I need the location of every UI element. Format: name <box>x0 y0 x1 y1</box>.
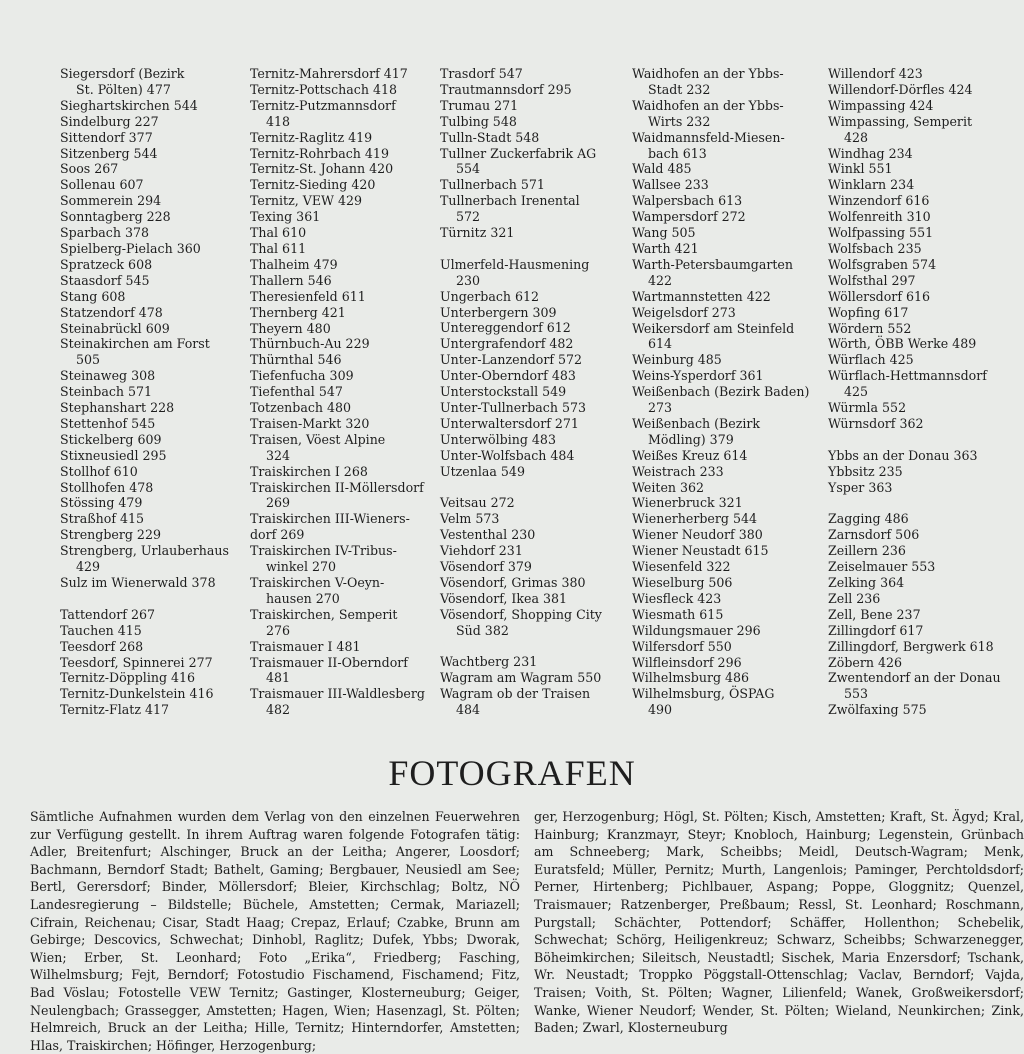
index-entry: Ternitz, VEW 429 <box>250 193 363 209</box>
index-entry: Stang 608 <box>60 288 126 304</box>
index-entry: Ternitz-Raglitz 419 <box>250 129 373 145</box>
index-entry: Teesdorf, Spinnerei 277 <box>60 654 213 670</box>
index-entry: Unter-Tullnerbach 573 <box>440 400 586 416</box>
index-entry: Thürnthal 546 <box>250 352 342 368</box>
index-entry: Wolfsthal 297 <box>828 272 916 288</box>
index-entry: Trasdorf 547 <box>440 66 523 81</box>
index-entry: Untergrafendorf 482 <box>440 336 574 352</box>
index-entry: Wiener Neustadt 615 <box>632 543 769 559</box>
index-entry: Würflach 425 <box>828 352 914 368</box>
index-entry: Warth-Petersbaumgarten <box>632 256 793 272</box>
index-entry: Thernberg 421 <box>250 304 346 320</box>
index-entry-continuation: 428 <box>844 129 869 145</box>
index-entry: Velm 573 <box>440 511 500 527</box>
index-entry: Ternitz-Putzmannsdorf <box>250 97 396 113</box>
index-entry-continuation: Wirts 232 <box>648 113 711 129</box>
index-entry: Ybbs an der Donau 363 <box>828 447 978 463</box>
index-entry: Wieselburg 506 <box>632 575 733 590</box>
index-entry: Weißenbach (Bezirk <box>632 415 761 431</box>
index-entry: Willendorf 423 <box>828 66 923 81</box>
index-entry: Sparbach 378 <box>60 225 149 241</box>
index-entry: Strengberg 229 <box>60 527 161 543</box>
index-entry: Stollhof 610 <box>60 463 138 479</box>
index-entry: Winzendorf 616 <box>828 193 930 209</box>
index-entry-continuation: 230 <box>456 272 481 288</box>
index-entry-continuation: hausen 270 <box>266 590 340 606</box>
index-entry: Wilhelmsburg, ÖSPAG <box>632 686 775 702</box>
index-entry: Sitzenberg 544 <box>60 145 158 161</box>
index-entry: Wald 485 <box>632 161 692 177</box>
index-entry: Tiefenthal 547 <box>250 384 343 400</box>
section-heading: FOTOGRAFEN <box>388 753 636 793</box>
index-entry: Weikersdorf am Steinfeld <box>632 320 795 336</box>
index-entry: Ternitz-Sieding 420 <box>250 177 376 193</box>
index-entry: Zöbern 426 <box>828 654 903 670</box>
index-column-2 <box>250 66 435 718</box>
index-entry: Wilfleinsdorf 296 <box>632 654 742 670</box>
index-entry: Steinaweg 308 <box>60 368 156 384</box>
index-entry: Ternitz-Flatz 417 <box>60 702 169 718</box>
index-entry: Würflach-Hettmannsdorf <box>828 368 987 384</box>
index-entry: Vösendorf, Ikea 381 <box>440 590 568 606</box>
index-entry: Ternitz-Pottschach 418 <box>250 81 397 97</box>
index-entry-continuation: 553 <box>844 686 869 702</box>
index-entry: Zillingdorf, Bergwerk 618 <box>828 638 994 654</box>
index-entry: Thal 611 <box>250 240 307 256</box>
index-entry: Würmla 552 <box>828 400 907 416</box>
index-entry: Zeillern 236 <box>828 543 906 559</box>
index-entry: Unter-Oberndorf 483 <box>440 368 576 384</box>
index-entry: Wang 505 <box>632 225 696 241</box>
index-entry: Vösendorf, Grimas 380 <box>440 574 586 590</box>
index-entry: Untereggendorf 612 <box>440 320 571 336</box>
index-entry: Wolfsbach 235 <box>828 240 922 256</box>
index-entry: Soos 267 <box>60 161 119 177</box>
index-entry: Zell 236 <box>828 590 881 606</box>
index-entry: Winkl 551 <box>828 161 893 177</box>
index-entry: Türnitz 321 <box>440 225 515 241</box>
index-entry: Trautmannsdorf 295 <box>440 81 572 97</box>
index-entry: Unterwaltersdorf 271 <box>440 415 579 431</box>
index-entry: Ulmerfeld-Hausmening <box>440 256 590 272</box>
index-entry: Thallern 546 <box>250 272 332 288</box>
index-entry: Traisen-Markt 320 <box>250 415 370 431</box>
index-entry-continuation: 276 <box>266 622 291 638</box>
index-entry: Wolfpassing 551 <box>828 225 934 241</box>
index-entry-continuation: 425 <box>844 384 869 400</box>
index-entry: Tulbing 548 <box>440 113 517 129</box>
index-entry: Traismauer III-Waldlesberg <box>250 686 425 702</box>
index-entry: Warth 421 <box>632 240 699 256</box>
index-entry-continuation: 572 <box>456 209 481 225</box>
index-entry: Ternitz-Rohrbach 419 <box>250 145 389 161</box>
index-entry: Zillingdorf 617 <box>828 622 924 638</box>
index-entry: Sulz im Wienerwald 378 <box>60 575 216 590</box>
index-entry: Unter-Wolfsbach 484 <box>440 447 575 463</box>
index-entry-continuation: bach 613 <box>648 145 707 161</box>
index-entry-continuation: 484 <box>456 702 481 718</box>
index-group-gap <box>440 480 628 496</box>
index-entry: Wiener Neudorf 380 <box>632 527 763 543</box>
index-entry: Unterstockstall 549 <box>440 384 567 400</box>
index-entry: Zagging 486 <box>828 511 909 527</box>
index-entry: Traisen, Vöest Alpine <box>250 431 386 447</box>
index-entry: Wagram ob der Traisen <box>440 686 591 702</box>
index-entry-continuation: 324 <box>266 447 291 463</box>
index-entry: Tiefenfucha 309 <box>250 368 354 384</box>
index-entry: Wiesmath 615 <box>632 606 724 622</box>
index-entry: Weistrach 233 <box>632 463 724 479</box>
index-entry: Zelking 364 <box>828 574 905 590</box>
index-column-5 <box>828 66 1020 718</box>
index-entry: Wimpassing, Semperit <box>828 113 973 129</box>
index-entry: Wienerherberg 544 <box>632 511 758 527</box>
index-group-gap <box>440 639 628 655</box>
index-entry: Traiskirchen IV-Tribus- <box>250 543 397 559</box>
index-entry: Wagram am Wagram 550 <box>440 670 602 686</box>
index-entry: Wachtberg 231 <box>440 654 538 670</box>
index-entry: Wolfenreith 310 <box>828 209 931 225</box>
index-entry: Vösendorf, Shopping City <box>440 606 602 622</box>
index-entry-continuation: Mödling) 379 <box>648 431 734 447</box>
index-entry: Traismauer II-Oberndorf <box>250 654 408 670</box>
index-entry-continuation: winkel 270 <box>266 559 337 575</box>
index-entry: Weiten 362 <box>632 479 705 495</box>
index-entry: Totzenbach 480 <box>250 400 352 416</box>
index-entry: Winklarn 234 <box>828 177 915 193</box>
index-entry: Stickelberg 609 <box>60 431 162 447</box>
index-entry: Willendorf-Dörfles 424 <box>828 81 973 97</box>
index-entry: Stephanshart 228 <box>60 400 175 416</box>
index-entry: dorf 269 <box>250 527 305 543</box>
index-entry: Utzenlaa 549 <box>440 463 525 479</box>
index-entry: Steinakirchen am Forst <box>60 336 210 352</box>
index-entry: Straßhof 415 <box>60 511 145 527</box>
index-group-gap <box>440 241 628 257</box>
index-entry: Sollenau 607 <box>60 177 144 193</box>
index-entry-continuation: 481 <box>266 670 291 686</box>
index-entry: Windhag 234 <box>828 145 913 161</box>
index-entry: Tullner Zuckerfabrik AG <box>440 145 597 161</box>
index-entry: Siegersdorf (Bezirk <box>60 66 185 81</box>
index-entry-continuation: 429 <box>76 559 101 575</box>
index-entry-continuation: 490 <box>648 702 673 718</box>
index-entry: Traiskirchen, Semperit <box>250 606 398 622</box>
index-entry: Wiesenfeld 322 <box>632 559 731 575</box>
index-entry: Zell, Bene 237 <box>828 606 921 622</box>
index-entry: Walpersbach 613 <box>632 193 743 209</box>
index-entry: Tattendorf 267 <box>60 606 155 622</box>
index-entry: Traiskirchen II-Möllersdorf <box>250 479 424 495</box>
index-entry: Sittendorf 377 <box>60 129 153 145</box>
index-entry: Thal 610 <box>250 225 307 241</box>
index-entry: Sindelburg 227 <box>60 113 159 129</box>
index-entry: Wöllersdorf 616 <box>828 288 931 304</box>
index-entry: Waidhofen an der Ybbs- <box>632 66 784 81</box>
index-entry: Wördern 552 <box>828 320 912 336</box>
index-entry: Steinabrückl 609 <box>60 320 170 336</box>
index-entry-continuation: 422 <box>648 272 673 288</box>
index-entry: Wopfing 617 <box>828 304 909 320</box>
index-entry: Theresienfeld 611 <box>250 288 366 304</box>
index-entry: Steinbach 571 <box>60 384 153 400</box>
index-entry: Zwentendorf an der Donau <box>828 670 1001 686</box>
index-entry: Strengberg, Urlauberhaus <box>60 543 229 559</box>
index-entry: Ternitz-Döppling 416 <box>60 670 196 686</box>
index-column-3 <box>440 66 628 718</box>
index-entry: Unterbergern 309 <box>440 304 557 320</box>
index-entry: Weinburg 485 <box>632 352 722 368</box>
index-group-gap <box>60 591 245 607</box>
index-entry: Sieghartskirchen 544 <box>60 97 198 113</box>
index-entry: Weißenbach (Bezirk Baden) <box>632 384 810 400</box>
index-column-4 <box>632 66 824 718</box>
index-entry: Viehdorf 231 <box>440 543 523 559</box>
index-entry: Stössing 479 <box>60 495 143 511</box>
index-entry: Weigelsdorf 273 <box>632 304 736 320</box>
index-entry: Stixneusiedl 295 <box>60 447 167 463</box>
index-entry-continuation: St. Pölten) 477 <box>76 81 171 97</box>
index-entry: Wörth, ÖBB Werke 489 <box>828 336 977 352</box>
index-entry: Texing 361 <box>250 209 321 225</box>
index-entry: Thalheim 479 <box>250 256 338 272</box>
index-group-gap <box>828 495 1020 511</box>
index-entry: Sommerein 294 <box>60 193 162 209</box>
index-entry: Traiskirchen III-Wieners- <box>250 511 410 527</box>
index-entry: Thürnbuch-Au 229 <box>250 336 370 352</box>
index-entry-continuation: 482 <box>266 702 291 718</box>
index-entry: Veitsau 272 <box>440 495 515 511</box>
index-entry-continuation: 614 <box>648 336 673 352</box>
index-entry: Weißes Kreuz 614 <box>632 447 748 463</box>
index-entry: Theyern 480 <box>250 320 331 336</box>
index-entry: Wilhelmsburg 486 <box>632 670 750 686</box>
index-entry-continuation: Süd 382 <box>456 622 509 638</box>
index-entry: Trumau 271 <box>440 97 519 113</box>
index-entry: Ternitz-St. Johann 420 <box>250 161 394 177</box>
index-entry: Stollhofen 478 <box>60 479 154 495</box>
index-entry: Ybbsitz 235 <box>828 463 903 479</box>
index-entry: Stettenhof 545 <box>60 415 156 431</box>
index-entry: Spielberg-Pielach 360 <box>60 240 201 256</box>
index-entry: Unter-Lanzendorf 572 <box>440 352 583 368</box>
index-entry: Vestenthal 230 <box>440 527 536 543</box>
index-entry-continuation: Stadt 232 <box>648 81 711 97</box>
index-entry: Tauchen 415 <box>60 622 142 638</box>
index-entry: Wiesfleck 423 <box>632 590 722 606</box>
index-entry: Unterwölbing 483 <box>440 431 556 447</box>
index-entry: Wimpassing 424 <box>828 97 934 113</box>
index-entry: Wartmannstetten 422 <box>632 288 771 304</box>
index-entry: Traiskirchen V-Oeyn- <box>250 575 385 590</box>
index-entry: Traiskirchen I 268 <box>250 463 368 479</box>
index-entry-continuation: 554 <box>456 161 481 177</box>
index-entry: Sonntagberg 228 <box>60 209 171 225</box>
index-entry: Tullnerbach Irenental <box>440 193 580 209</box>
index-entry: Zarnsdorf 506 <box>828 527 920 543</box>
index-entry: Zeiselmauer 553 <box>828 559 936 575</box>
index-entry: Wolfsgraben 574 <box>828 256 937 272</box>
index-entry: Würnsdorf 362 <box>828 415 924 431</box>
index-group-gap <box>828 432 1020 448</box>
index-entry: Traismauer I 481 <box>250 638 361 654</box>
index-entry: Wildungsmauer 296 <box>632 622 761 638</box>
index-entry: Tullnerbach 571 <box>440 177 545 193</box>
photographers-text-left: Sämtliche Aufnahmen wurden dem Verlag von den einzelnen Feuerwehren zur Verfügung gestellt. In ihrem Auftrag waren folgende Fotografen tätig: Adler, Breitenfurt; Alschinger, Bruck an der Leitha; Angerer, Loosdorf; Bachmann, Berndorf Stadt; Bathelt, Gaming; Bergbauer, Neusiedl am See; Bertl, Gerersdorf; Binder, Möllersdorf; Bleier, Kirchschlag; Boltz, NÖ Landesregierung – Bildstelle; Büchele, Amstetten; Cermak, Mariazell; Cifrain, Reichenau; Cisar, Stadt Haag; Crepaz, Erlauf; Czabke, Brunn am Gebirge; Descovics, Schwechat; Dinhobl, Raglitz; Dufek, Ybbs; Dworak, Wien; Erber, St. Leonhard; Foto „Erika“, Friedberg; Fasching, Wilhelmsburg; Fejt, Berndorf; Fotostudio Fischamend, Fischamend; Fitz, Bad Vöslau; Fotostelle VEW Ternitz; Gastinger, Klosterneuburg; Geiger, Neulengbach; Grassegger, Amstetten; Hagen, Wien; Hasenzagl, St. Pölten; Helmreich, Bruck an der Leitha; Hille, Ternitz; Hinterndorfer, Amstetten; Hlas, Traiskirchen; Höfinger, Herzogenburg; <box>30 809 520 1053</box>
index-entry: Staasdorf 545 <box>60 272 150 288</box>
index-entry: Teesdorf 268 <box>60 638 144 654</box>
photographers-text-right: ger, Herzogenburg; Högl, St. Pölten; Kisch, Amstetten; Kraft, St. Ägyd; Kral, Hainburg; Kranzmayr, Steyr; Knobloch, Hainburg; Legenstein, Grünbach am Schneeberg; Mark, Scheibbs; Meidl, Deutsch-Wagram; Menk, Euratsfeld; Müller, Pernitz; Murth, Langenlois; Paminger, Perchtoldsdorf; Perner, Hirtenberg; Pichlbauer, Aspang; Poppe, Gloggnitz; Quenzel, Traismauer; Ratzenberger, Preßbaum; Ressl, St. Leonhard; Roschmann, Purgstall; Schächter, Pottendorf; Schäffer, Hollenthon; Schebelik, Schwechat; Schörg, Heiligenkreuz; Schwarz, Scheibbs; Schwarzenegger, Böheimkirchen; Sileitsch, Neustadtl; Sischek, Maria Enzersdorf; Tschank, Wr. Neustadt; Troppko Pöggstall-Ottenschlag; Vaclav, Berndorf; Vajda, Traisen; Voith, St. Pölten; Wagner, Lilienfeld; Wanek, Großweikersdorf; Wanke, Wiener Neudorf; Wender, St. Pölten; Wieland, Neunkirchen; Zink, Baden; Zwarl, Klosterneuburg <box>534 809 1024 1036</box>
index-entry-continuation: 269 <box>266 495 291 511</box>
index-entry: Statzendorf 478 <box>60 304 163 320</box>
index-entry: Vösendorf 379 <box>440 559 532 575</box>
index-entry-continuation: 273 <box>648 400 673 416</box>
index-entry: Wienerbruck 321 <box>632 495 743 511</box>
index-entry: Zwölfaxing 575 <box>828 702 927 718</box>
index-column-1 <box>60 66 245 718</box>
index-entry: Weins-Ysperdorf 361 <box>632 368 764 384</box>
index-entry: Ysper 363 <box>828 479 893 495</box>
index-entry-continuation: 505 <box>76 352 101 368</box>
index-entry: Wallsee 233 <box>632 177 709 193</box>
index-entry: Wampersdorf 272 <box>632 209 746 225</box>
index-entry: Waidmannsfeld-Miesen- <box>632 129 785 145</box>
index-entry: Spratzeck 608 <box>60 256 153 272</box>
index-entry: Ternitz-Mahrersdorf 417 <box>250 66 408 81</box>
index-entry: Waidhofen an der Ybbs- <box>632 97 784 113</box>
index-entry: Ternitz-Dunkelstein 416 <box>60 686 214 702</box>
index-entry: Tulln-Stadt 548 <box>440 129 540 145</box>
index-entry: Ungerbach 612 <box>440 288 540 304</box>
index-entry: Wilfersdorf 550 <box>632 638 732 654</box>
index-entry-continuation: 418 <box>266 113 291 129</box>
